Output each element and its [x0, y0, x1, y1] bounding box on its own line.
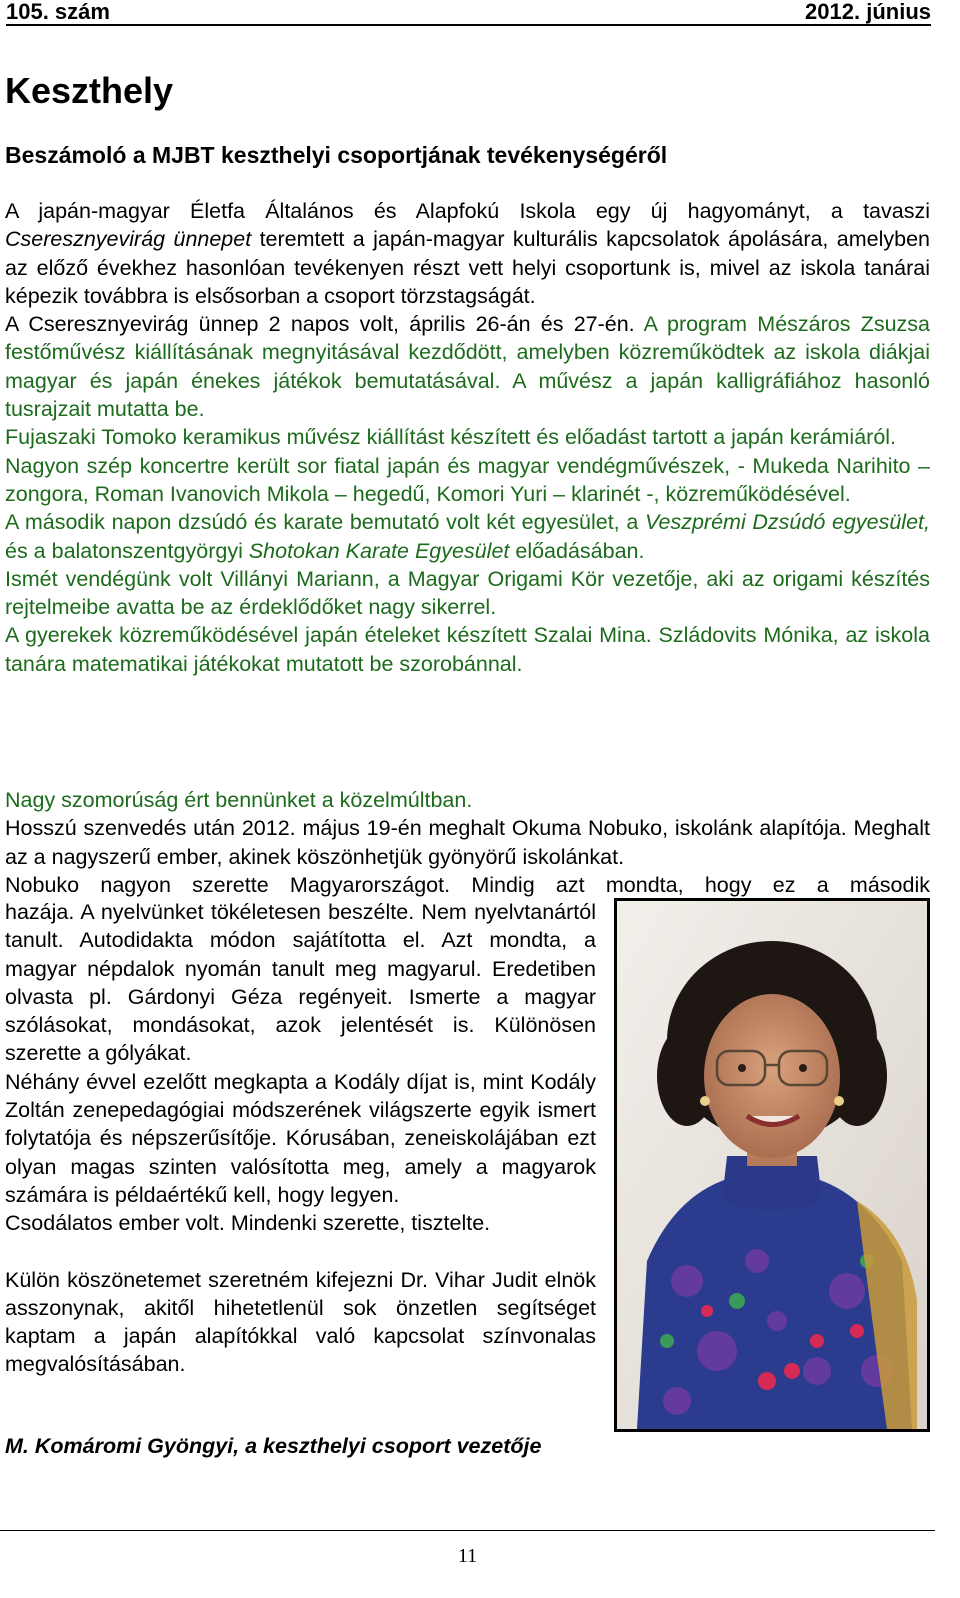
concert-paragraph: Nagyon szép koncertre került sor fiatal japán és magyar vendégművészek, - Mukeda Narihito – zongora, Roman Ivanovich Mikola – hegedű, Komori Yuri – klarinét -, közreműködésével.	[5, 453, 930, 506]
article-subtitle: Beszámoló a MJBT keszthelyi csoportjának tevékenységéről	[5, 142, 668, 168]
article-title: Keszthely	[5, 70, 174, 111]
page-number: 11	[457, 1545, 478, 1567]
portrait-photo	[614, 898, 930, 1432]
intro-paragraph: A japán-magyar Életfa Általános és Alapfokú Iskola egy új hagyományt, a tavaszi Cseresznyevirág ünnepet teremtett a japán-magyar kulturális kapcsolatok ápolására, amelyben az előző évekhez hasonlóan tevékenyen részt vett helyi csoportunk is, mivel az iskola tanárai képezik továbbra is elsősorban a csoport törzstagságát.	[5, 199, 930, 308]
ceramics-paragraph: Fujaszaki Tomoko keramikus művész kiállítást készített és előadást tartott a japán kerámiáról.	[5, 425, 897, 450]
death-paragraph: Hosszú szenvedés után 2012. május 19-én meghalt Okuma Nobuko, iskolánk alapítója. Meghalt az a nagyszerű ember, akinek köszönhetjük gyönyörű iskolánkat.	[5, 816, 930, 869]
program-paragraph: A Cseresznyevirág ünnep 2 napos volt, április 26-án és 27-én. A program Mészáros Zsuzsa festőművész kiállításának megnyitásával kezdődött, amelyben közreműködtek az iskola diákjai magyar és japán énekes játékok bemutatásával. A művész a japán kalligráfiához hasonló tusrajzait mutatta be.	[5, 312, 930, 422]
kodaly-paragraph: Néhány évvel ezelőtt megkapta a Kodály díjat is, mint Kodály Zoltán zenepedagógiai módszerének világszerte egyik ismert folytatója és népszerűsítője. Kórusában, zeneiskolájában ezt olyan magas szinten valósította meg, amely a magyarok számára is példaértékű kell, hogy legyen.	[5, 1069, 596, 1207]
intro-italic: Cseresznyevirág ünnepet	[5, 227, 252, 252]
day2-paragraph: A második napon dzsúdó és karate bemutató volt két egyesület, a Veszprémi Dzsúdó egyesület, és a balatonszentgyörgyi Shotokan Karate Egyesület előadásában.	[5, 510, 930, 563]
issue-number: 105. szám	[6, 0, 110, 24]
article-body-obituary	[5, 786, 930, 899]
nobuko-first-line: Nobuko nagyon szerette Magyarországot. Mindig azt mondta, hogy ez a második	[5, 872, 930, 897]
thanks-paragraph: Külön köszönetemet szeretném kifejezni Dr. Vihar Judit elnök asszonynak, akitől hihetetlenül sok önzetlen segítséget kaptam a japán alapítókkal való kapcsolat színvonalas megvalósításában.	[5, 1267, 596, 1377]
page-header	[6, 0, 931, 26]
food-paragraph: A gyerekek közreműködésével japán ételeket készített Szalai Mina. Szládovits Mónika, az iskola tanára matematikai játékokat mutatott be szorobánnal.	[5, 623, 930, 676]
nobuko-paragraph: hazája. A nyelvünket tökéletesen beszélte. Nem nyelvtanártól tanult. Autodidakta módon sajátította el. Azt mondta, a magyar népdalok nyomán tanult meg magyarul. Eredetiben olvasta pl. Gárdonyi Géza regényeit. Ismerte a magyar szólásokat, mondásokat, azok jelentését is. Különösen szerette a gólyákat.	[5, 900, 596, 1066]
author-signature: M. Komáromi Gyöngyi, a keszthelyi csoport vezetője	[5, 1434, 542, 1458]
sad-news-line: Nagy szomorúság ért bennünket a közelmúltban.	[5, 788, 473, 812]
obituary-with-photo	[5, 898, 930, 1432]
wonderful-line: Csodálatos ember volt. Mindenki szerette, tisztelte.	[5, 1211, 491, 1236]
issue-date: 2012. június	[805, 0, 931, 24]
origami-paragraph: Ismét vendégünk volt Villányi Mariann, a Magyar Origami Kör vezetője, aki az origami készítés rejtelmeibe avatta be az érdeklődőket nagy sikerrel.	[5, 566, 930, 620]
footer-divider	[0, 1530, 935, 1531]
portrait-illustration	[617, 901, 927, 1429]
article-body-first	[5, 197, 930, 678]
